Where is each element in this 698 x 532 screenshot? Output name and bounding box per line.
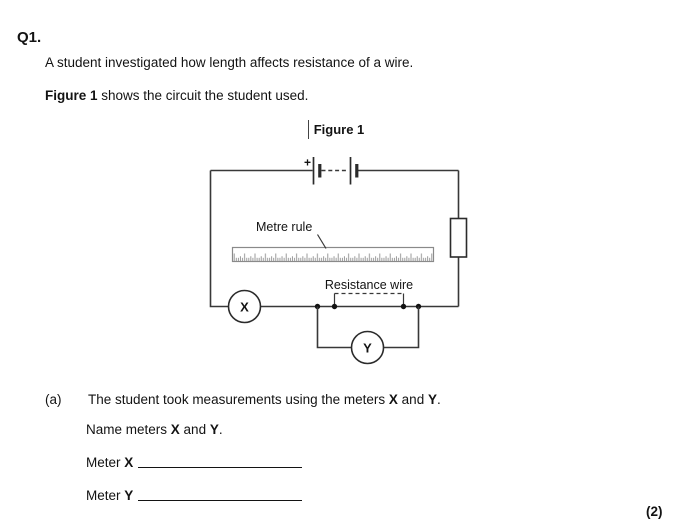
part-a-prompt xyxy=(88,392,441,408)
battery-plus-label: + xyxy=(303,155,311,170)
figure-title: Figure 1 xyxy=(313,122,365,137)
junction-dot xyxy=(332,304,337,309)
meter-x xyxy=(229,291,261,323)
meter-x-prefix: Meter xyxy=(86,455,125,470)
part-a-name-instruction xyxy=(86,422,223,438)
meter-y-answer-label xyxy=(86,488,133,504)
figure-reference-rest: shows the circuit the student used. xyxy=(97,88,309,103)
question-number: Q1. xyxy=(17,29,42,46)
bracket-risers xyxy=(335,294,404,305)
prompt-part-bold-x: X xyxy=(388,392,398,407)
meter-x-letter: X xyxy=(240,299,249,315)
metre-rule-ticks xyxy=(234,248,433,261)
left-wire xyxy=(211,171,229,307)
resistance-wire-label: Resistance wire xyxy=(324,278,414,292)
meter-y-letter: Y xyxy=(363,340,372,356)
meter-y-bold: Y xyxy=(124,488,134,503)
question-intro: A student investigated how length affects resistance of a wire. xyxy=(45,55,414,70)
resistor-box xyxy=(451,219,467,258)
figure-reference-bold: Figure 1 xyxy=(45,88,98,103)
name-part: and xyxy=(179,422,210,437)
metre-rule xyxy=(233,220,434,262)
name-part: . xyxy=(218,422,223,437)
meter-y-answer-line[interactable] xyxy=(138,500,302,501)
metre-rule-label: Metre rule xyxy=(256,220,313,234)
meter-y-branch xyxy=(318,307,419,364)
meter-y-prefix: Meter xyxy=(86,488,125,503)
name-part: Name meters xyxy=(86,422,171,437)
name-part-bold-y: Y xyxy=(209,422,219,437)
part-a-label: (a) xyxy=(45,392,62,407)
junction-dot xyxy=(401,304,406,309)
prompt-part: . xyxy=(436,392,441,407)
meter-x-answer-line[interactable] xyxy=(138,467,302,468)
resistance-wire-marker xyxy=(325,278,413,304)
meter-x-bold: X xyxy=(124,455,134,470)
name-part-bold-x: X xyxy=(170,422,180,437)
metre-rule-leader-line xyxy=(318,235,327,249)
meter-x-answer-label xyxy=(86,455,133,471)
prompt-part: The student took measurements using the meters xyxy=(88,392,389,407)
marks-badge: (2) xyxy=(646,504,663,519)
prompt-part: and xyxy=(397,392,428,407)
prompt-part-bold-y: Y xyxy=(427,392,437,407)
